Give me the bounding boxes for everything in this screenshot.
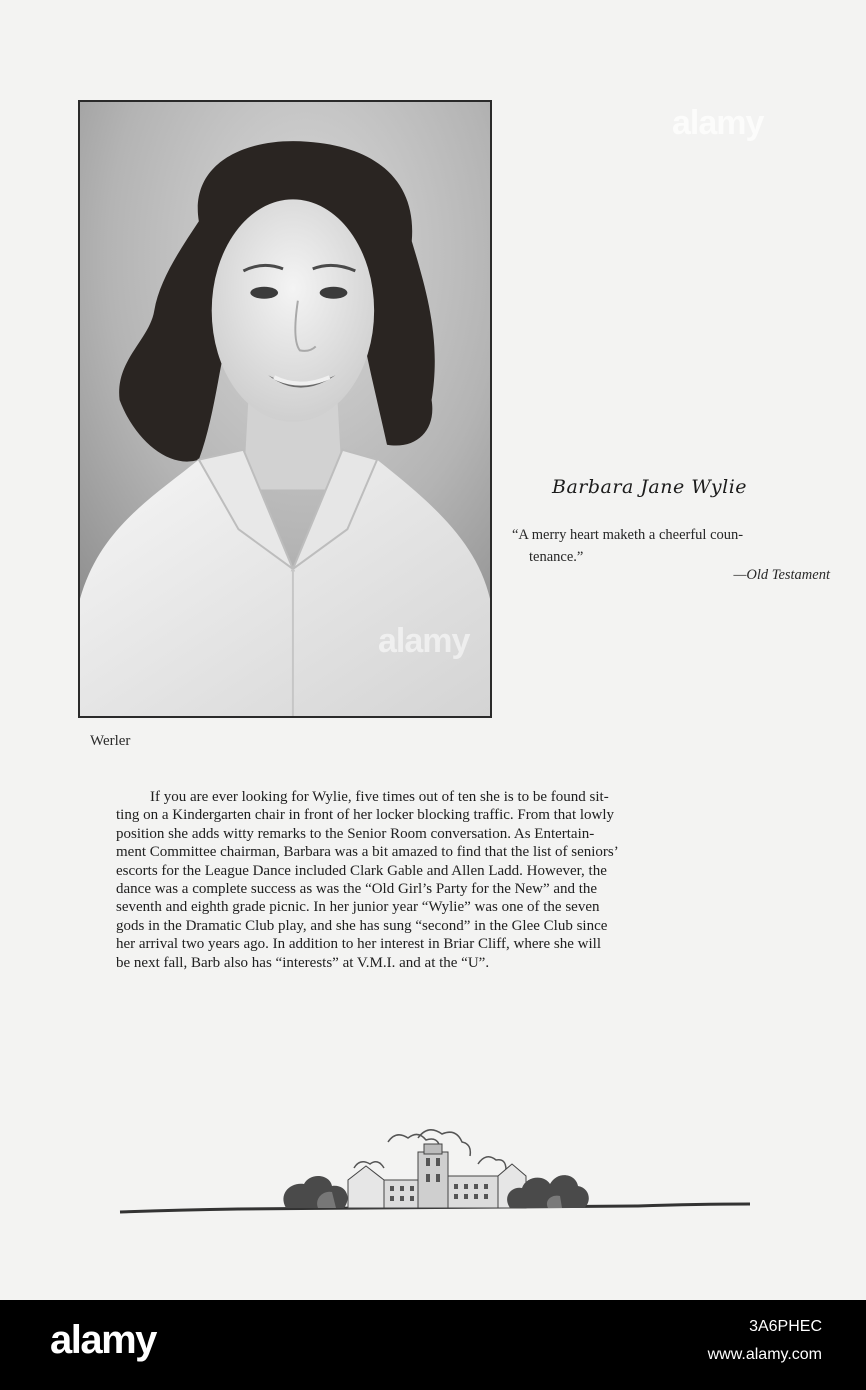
alamy-logo: alamy [50,1318,156,1362]
stock-footer-bar [0,1300,866,1390]
image-id: 3A6PHEC [749,1318,822,1335]
bio-line: gods in the Dramatic Club play, and she has sung “second” in the Glee Club since [116,917,608,934]
bio-line: escorts for the League Dance included Clark Gable and Allen Ladd. However, the [116,862,607,879]
site-url[interactable]: www.alamy.com [707,1346,822,1363]
watermark: alamy [672,104,764,142]
quote-source: —Old Testament [733,567,830,583]
quote-line-2: tenance.” [529,549,584,565]
bio-line: If you are ever looking for Wylie, five times out of ten she is to be found sit- [150,789,609,805]
bio-line: ting on a Kindergarten chair in front of her locker blocking traffic. From that lowly [116,807,615,824]
watermark: alamy [378,622,470,660]
bio-line: seventh and eighth grade picnic. In her junior year “Wylie” was one of the seven [116,899,600,916]
photographer-credit: Werler [90,733,131,749]
senior-quote [512,524,832,568]
bio-line: be next fall, Barb also has “interests” at V.M.I. and at the “U”. [116,954,490,971]
bio-line: position she adds witty remarks to the Senior Room conversation. As Entertain- [116,825,595,842]
bio-line: her arrival two years ago. In addition to her interest in Briar Cliff, where she will [116,936,601,953]
bio-line: ment Committee chairman, Barbara was a bit amazed to find that the list of seniors’ [116,844,619,861]
bio-line: dance was a complete success as was the “Old Girl’s Party for the New” and the [116,881,598,898]
school-building-vignette [118,1124,758,1224]
quote-line-1: “A merry heart maketh a cheerful coun- [512,527,744,543]
biography-paragraph [116,788,752,972]
student-name: Barbara Jane Wylie [552,476,748,498]
